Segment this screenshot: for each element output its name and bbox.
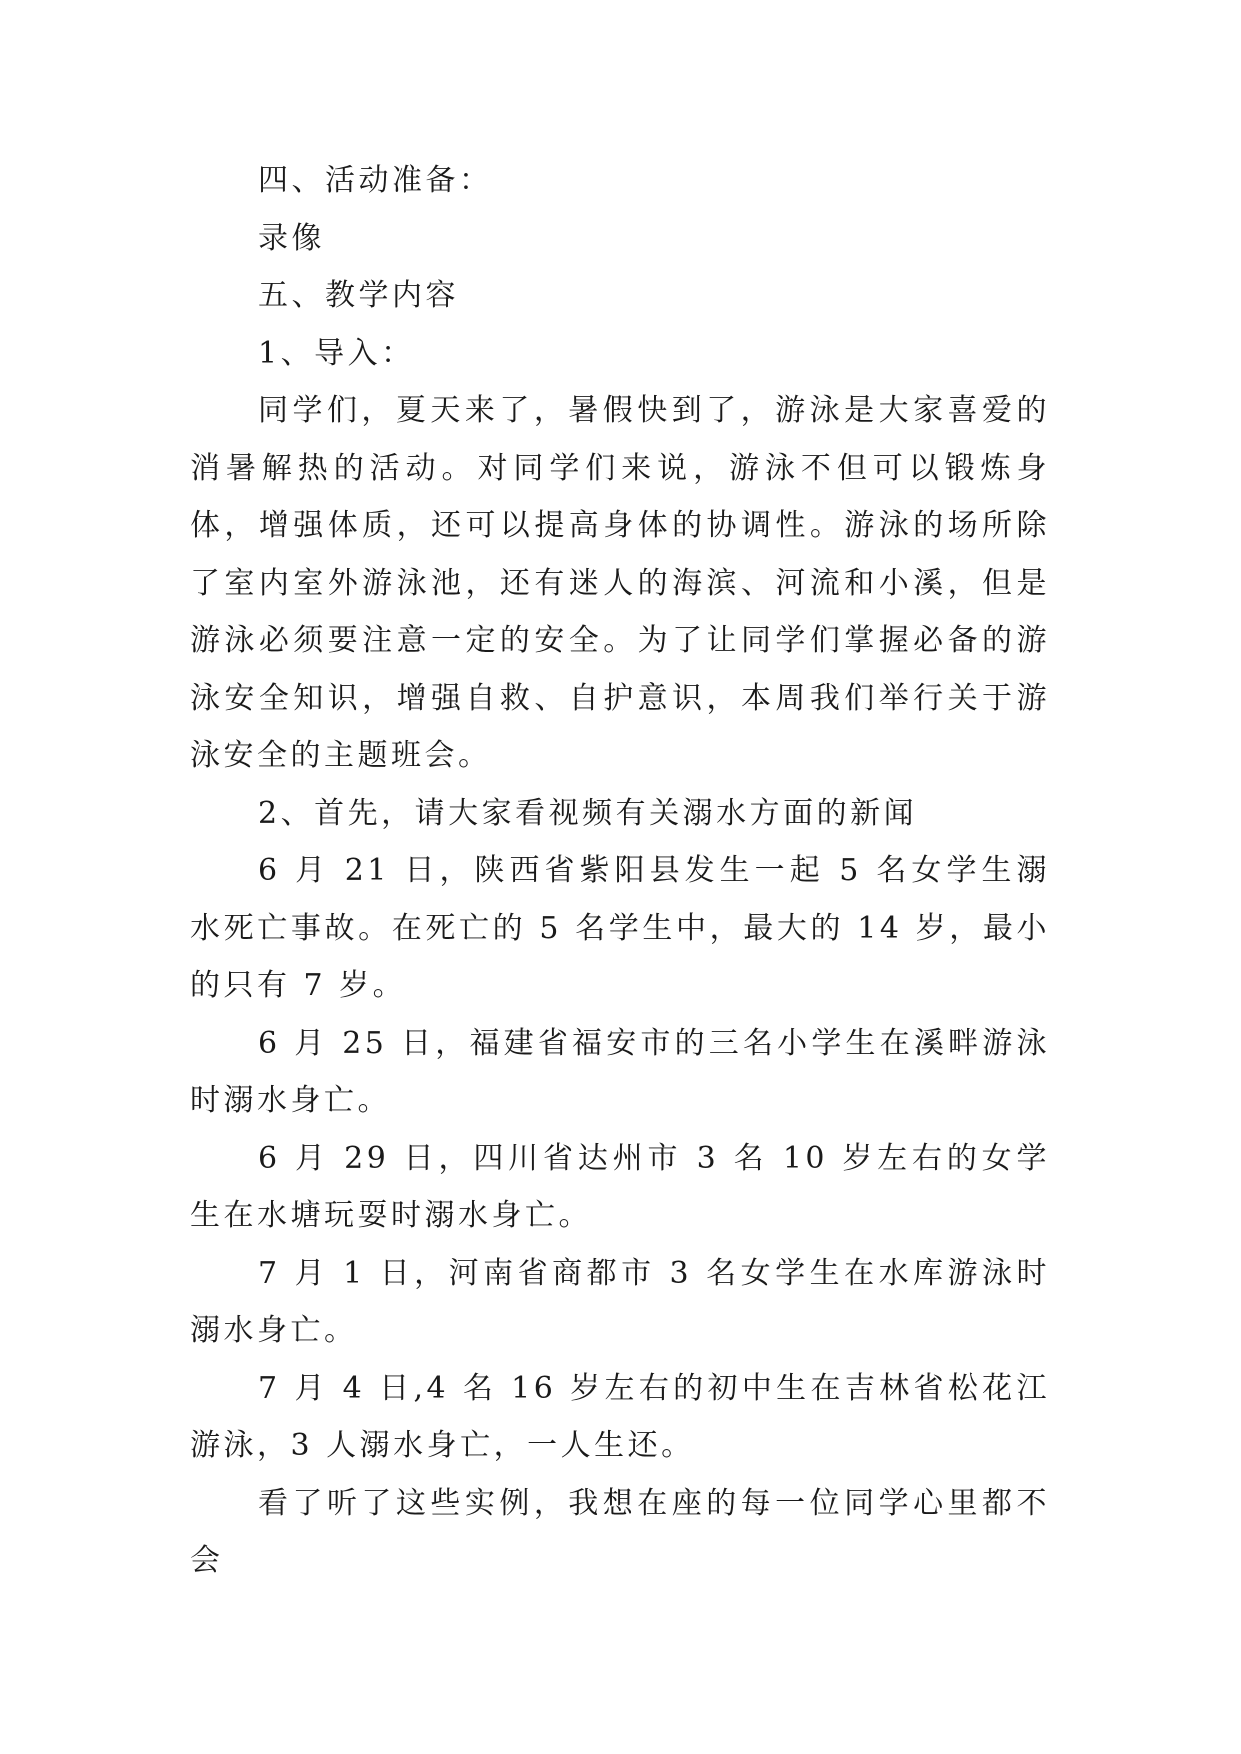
heading-introduction: 1、导入： [258,335,415,371]
paragraph-news-intro: 2、首先，请大家看视频有关溺水方面的新闻 [258,795,918,831]
paragraph-news-item: 7 月 4 日,4 名 16 岁左右的初中生在吉林省松花江游泳，3 人溺水身亡，一人生还。 [190,1370,1050,1463]
paragraph-conclusion: 看了听了这些实例，我想在座的每一位同学心里都不会 [190,1485,1050,1578]
heading-activity-preparation: 四、活动准备： [258,163,493,198]
paragraph-video: 录像 [258,220,325,256]
paragraph-introduction: 同学们，夏天来了，暑假快到了，游泳是大家喜爱的消暑解热的活动。对同学们来说，游泳不但可以锻炼身体，增强体质，还可以提高身体的协调性。游泳的场所除了室内室外游泳池，还有迷人的海滨、河流和小溪，但是游泳必须要注意一定的安全。为了让同学们掌握必备的游泳安全知识，增强自救、自护意识，本周我们举行关于游泳安全的主题班会。 [190,393,1050,773]
paragraph-news-item: 7 月 1 日，河南省商都市 3 名女学生在水库游泳时溺水身亡。 [190,1255,1050,1348]
document-body [190,152,1050,1590]
paragraph-news-item: 6 月 21 日，陕西省紫阳县发生一起 5 名女学生溺水死亡事故。在死亡的 5 名学生中，最大的 14 岁，最小的只有 7 岁。 [190,853,1050,1003]
paragraph-news-item: 6 月 29 日，四川省达州市 3 名 10 岁左右的女学生在水塘玩耍时溺水身亡。 [190,1140,1050,1233]
paragraph-news-item: 6 月 25 日，福建省福安市的三名小学生在溪畔游泳时溺水身亡。 [190,1025,1050,1118]
heading-teaching-content: 五、教学内容 [258,278,459,313]
